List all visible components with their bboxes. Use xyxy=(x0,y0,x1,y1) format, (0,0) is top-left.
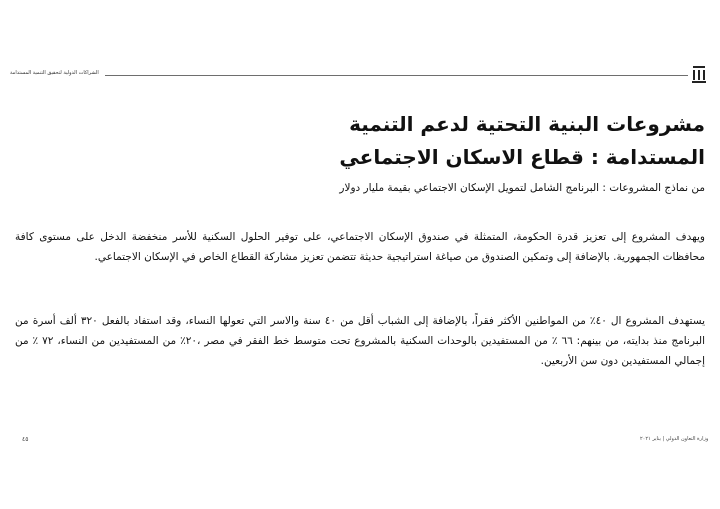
page-number: ٤٥ xyxy=(22,436,29,443)
body-paragraph-2: يستهدف المشروع ال ٤٠٪ من المواطنين الأكثر فقراً، بالإضافة إلى الشباب أقل من ٤٠ سنة والاسر التي تعولها النساء، وقد استفاد بالفعل ٣٢٠ ألف أسرة من البرنامج منذ بدايته، من بينهم: ٦٦ ٪ من المستفيدين بالوحدات السكنية بالمشروع تحت متوسط خط الفقر في مصر ،٢٠٪ من المستفيدين من النساء، ٧٢ ٪ من إجمالي المستفيدين دون سن الأربعين. xyxy=(15,315,705,367)
title-line-2: المستدامة : قطاع الاسكان الاجتماعي xyxy=(339,145,705,169)
page-title xyxy=(105,108,705,174)
footer-credit: وزارة التعاون الدولي | يناير ٢٠٢١ xyxy=(640,436,709,442)
ministry-emblem-icon xyxy=(688,62,710,88)
title-line-1: مشروعات البنية التحتية لدعم التنمية xyxy=(349,112,705,136)
subtitle: من نماذج المشروعات : البرنامج الشامل لتمويل الإسكان الاجتماعي بقيمة مليار دولار xyxy=(339,182,705,194)
header-tagline: الشراكات الدولية لتحقيق التنمية المستدامة xyxy=(10,70,105,76)
page-header xyxy=(10,62,710,88)
body-paragraph-1: ويهدف المشروع إلى تعزيز قدرة الحكومة، المتمثلة في صندوق الإسكان الاجتماعي، على توفير الحلول السكنية للأسر منخفضة الدخل على مستوى كافة محافظات الجمهورية. بالإضافة إلى وتمكين الصندوق من صياغة استراتيجية حديثة تتضمن تعزيز مشاركة القطاع الخاص في الإسكان الاجتماعي. xyxy=(15,231,705,263)
header-rule xyxy=(10,75,710,76)
